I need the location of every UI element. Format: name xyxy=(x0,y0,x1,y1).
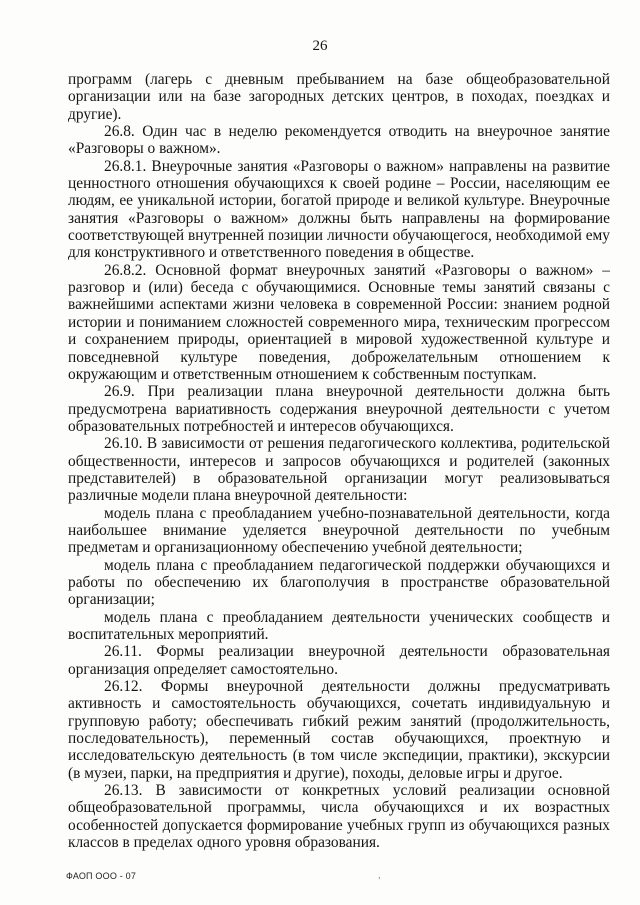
paragraph-26-13: 26.13. В зависимости от конкретных условий реализации основной общеобразовательной программы, числа обучающихся и их возрастных особенностей допускается формирование учебных групп из обучающихся разных классов в пределах одного уровня образования. xyxy=(68,782,610,852)
paragraph-26-9: 26.9. При реализации плана внеурочной деятельности должна быть предусмотрена вариативность содержания внеурочной деятельности с учетом образовательных потребностей и интересов обучающихся. xyxy=(68,383,610,435)
list-item-model-2: модель плана с преобладанием педагогической поддержки обучающихся и работы по обеспечению их благополучия в пространстве образовательной организации; xyxy=(68,556,610,609)
body-text xyxy=(68,71,610,851)
paragraph-continuation: программ (лагерь с дневным пребыванием на базе общеобразовательной организации или на базе загородных детских центров, в походах, поездках и другие). xyxy=(68,71,610,123)
paragraph-26-10: 26.10. В зависимости от решения педагогического коллектива, родительской общественности, интересов и запросов обучающихся и родителей (законных представителей) в образовательной организации могут реализовываться различные модели плана внеурочной деятельности: xyxy=(68,435,610,505)
paragraph-26-8: 26.8. Один час в неделю рекомендуется отводить на внеурочное занятие «Разговоры о важном». xyxy=(68,123,610,158)
list-item-model-3: модель плана с преобладанием деятельности ученических сообществ и воспитательных мероприятий. xyxy=(68,608,610,643)
paragraph-26-12: 26.12. Формы внеурочной деятельности должны предусматривать активность и самостоятельность обучающихся, сочетать индивидуальную и групповую работу; обеспечивать гибкий режим занятий (продолжительность, последовательность), переменный состав обучающихся, проектную и исследовательскую деятельность (в том числе экспедиции, практики), экскурсии (в музеи, парки, на предприятия и другие), походы, деловые игры и другое. xyxy=(68,678,610,782)
list-item-model-1: модель плана с преобладанием учебно-познавательной деятельности, когда наибольшее внимание уделяется внеурочной деятельности по учебным предметам и организационному обеспечению учебной деятельности; xyxy=(68,504,610,557)
page-number: 26 xyxy=(312,38,328,54)
paragraph-26-11: 26.11. Формы реализации внеурочной деятельности образовательная организация определяет самостоятельно. xyxy=(68,643,610,678)
footer-document-code: ФАОП ООО - 07 xyxy=(66,871,137,881)
paragraph-26-8-2: 26.8.2. Основной формат внеурочных занятий «Разговоры о важном» – разговор и (или) беседа с обучающимися. Основные темы занятий связаны с важнейшими аспектами жизни человека в современной России: знанием родной истории и пониманием сложностей современного мира, техническим прогрессом и сохранением природы, ориентацией в мировой художественной культуре и повседневной культуре поведения, доброжелательным отношением к окружающим и ответственным отношением к собственным поступкам. xyxy=(68,261,610,383)
scan-mark: , xyxy=(378,870,381,880)
paragraph-26-8-1: 26.8.1. Внеурочные занятия «Разговоры о важном» направлены на развитие ценностного отношения обучающихся к своей родине – России, населяющим ее людям, ее уникальной истории, богатой природе и великой культуре. Внеурочные занятия «Разговоры о важном» должны быть направлены на формирование соответствующей внутренней позиции личности обучающегося, необходимой ему для конструктивного и ответственного поведения в обществе. xyxy=(68,157,610,262)
